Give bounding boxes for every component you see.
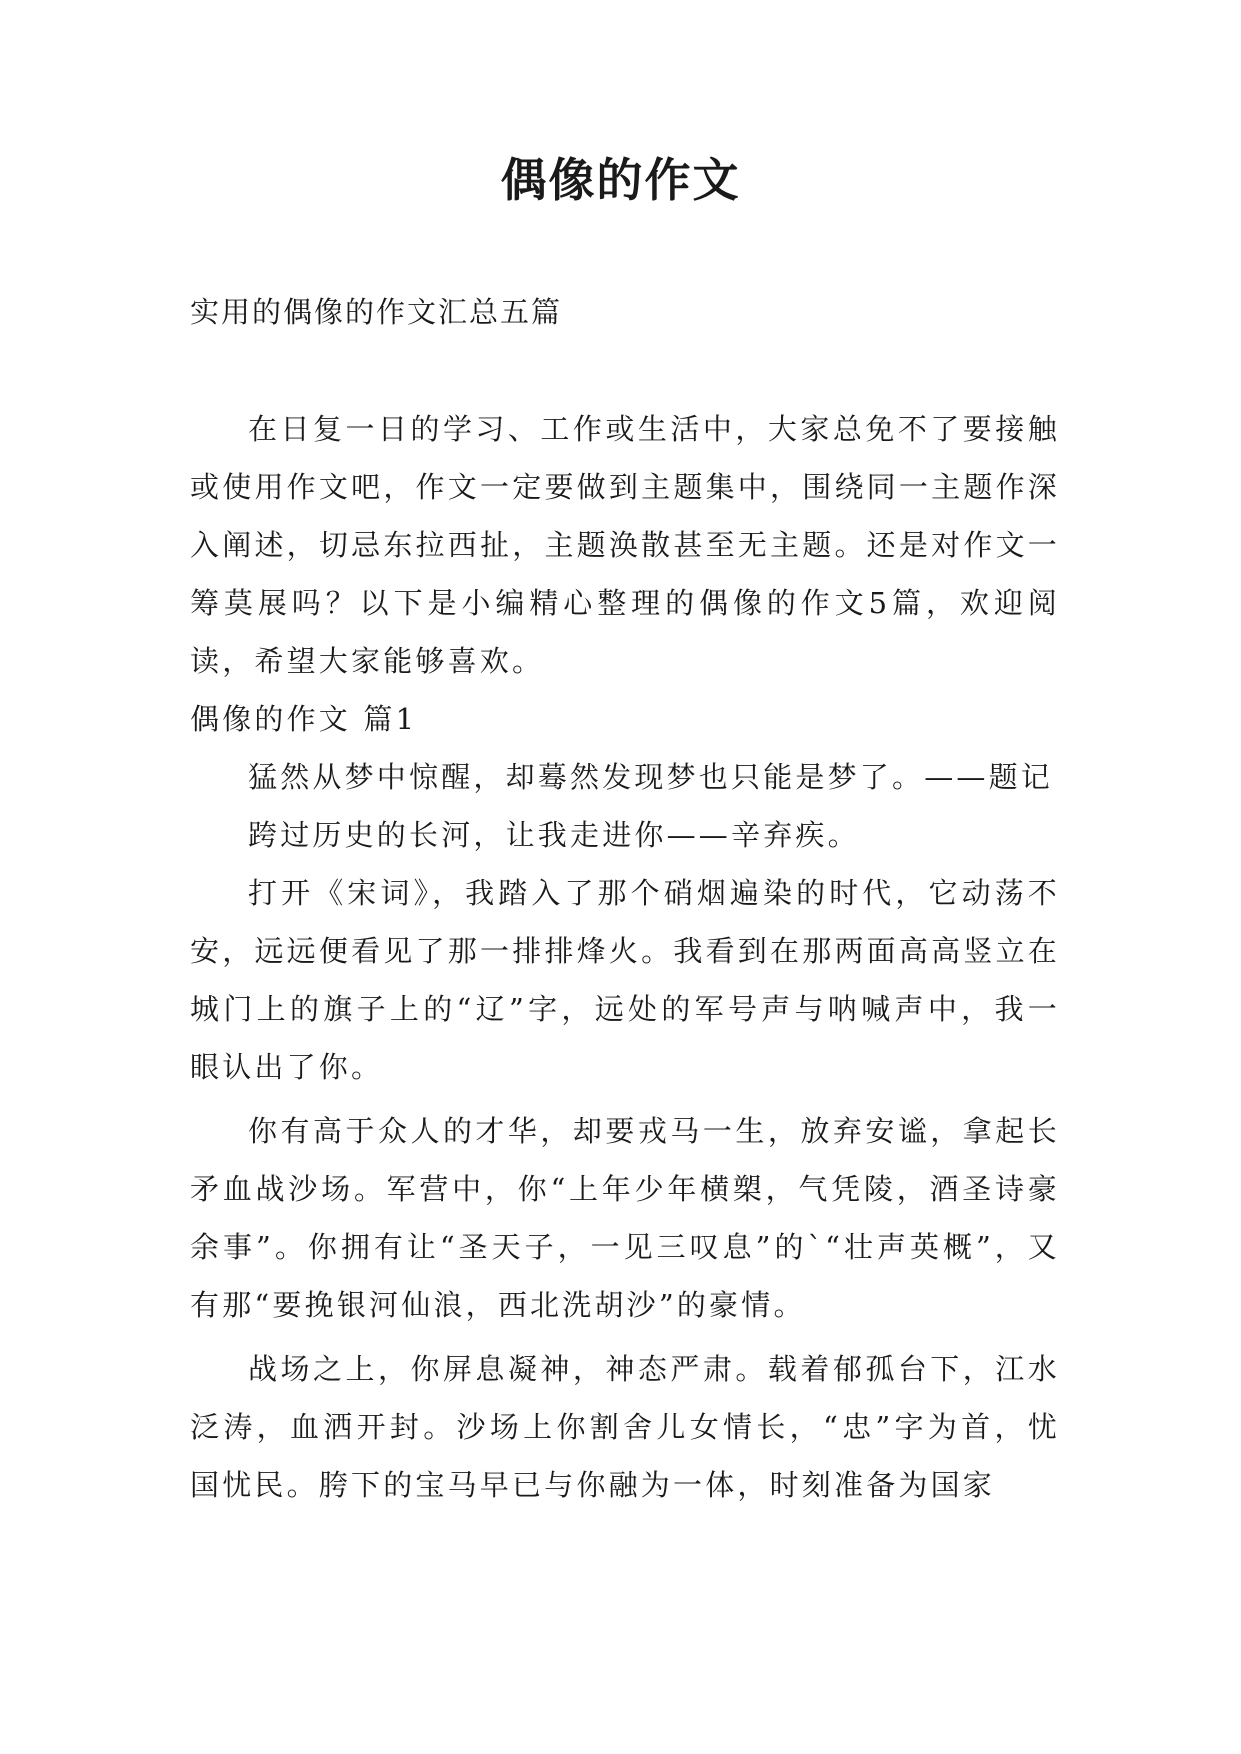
body-paragraph: 你有高于众人的才华，却要戎马一生，放弃安谧，拿起长矛血战沙场。军营中，你“上年少年横槊，气凭陵，酒圣诗豪余事”。你拥有让“圣天子，一见三叹息”的`“壮声英概”，又有那“要挽银河仙浪，西北洗胡沙”的豪情。 xyxy=(190,1114,1060,1322)
body-paragraph: 猛然从梦中惊醒，却蓦然发现梦也只能是梦了。——题记 xyxy=(248,760,1054,794)
body-paragraph: 打开《宋词》，我踏入了那个硝烟遍染的时代，它动荡不安，远远便看见了那一排排烽火。我看到在那两面高高竖立在城门上的旗子上的“辽”字，远处的军号声与呐喊声中，我一眼认出了你。 xyxy=(190,876,1060,1084)
body-paragraph: 跨过历史的长河，让我走进你——辛弃疾。 xyxy=(248,818,860,852)
document-title: 偶像的作文 xyxy=(500,153,741,207)
body-paragraph: 战场之上，你屏息凝神，神态严肃。载着郁孤台下，江水泛涛，血洒开封。沙场上你割舍儿女情长，“忠”字为首，忧国忧民。胯下的宝马早已与你融为一体，时刻准备为国家 xyxy=(190,1352,1060,1502)
document-subtitle: 实用的偶像的作文汇总五篇 xyxy=(190,295,563,329)
intro-paragraph: 在日复一日的学习、工作或生活中，大家总免不了要接触或使用作文吧，作文一定要做到主题集中，围绕同一主题作深入阐述，切忌东拉西扯，主题涣散甚至无主题。还是对作文一筹莫展吗？以下是小编精心整理的偶像的作文5篇，欢迎阅读，希望大家能够喜欢。 xyxy=(190,412,1060,678)
section-heading: 偶像的作文 篇1 xyxy=(190,702,418,736)
document-body xyxy=(190,400,1060,1514)
